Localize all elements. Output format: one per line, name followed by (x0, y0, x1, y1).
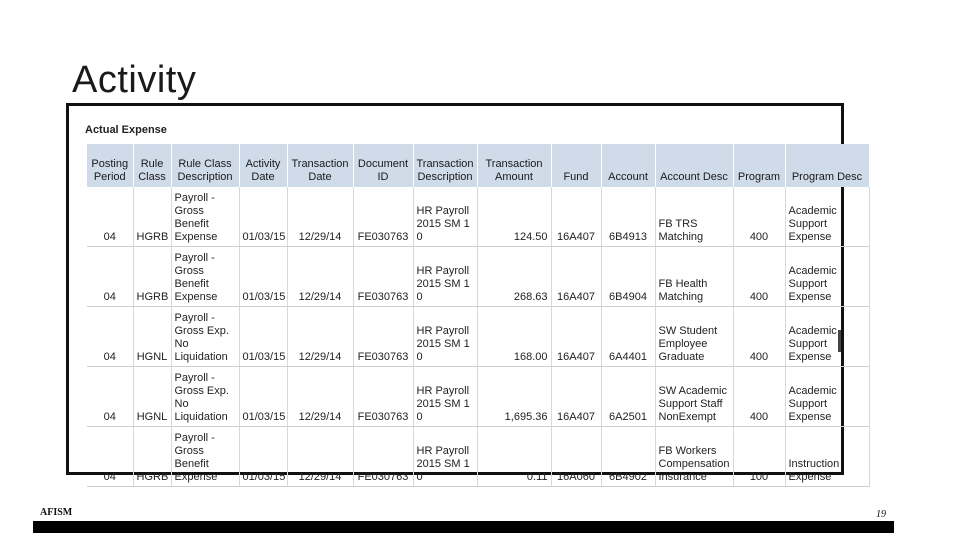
cell-rule-class: HGRB (133, 247, 171, 307)
cell-program-desc: Academic Support Expense (785, 307, 869, 367)
actual-expense-panel (66, 103, 863, 483)
panel-heading: Actual Expense (85, 124, 167, 136)
column-header-rule-class[interactable]: Rule Class (133, 144, 171, 187)
column-header-rule-class-description[interactable]: Rule Class Description (171, 144, 239, 187)
cell-transaction-amount: 268.63 (477, 247, 551, 307)
cell-account: 6A2501 (601, 367, 655, 427)
cell-account-desc: FB Workers Compensation Insurance (655, 427, 733, 487)
table-row[interactable] (87, 247, 869, 307)
column-header-transaction-date[interactable]: Transaction Date (287, 144, 353, 187)
cell-rule-class-description: Payroll - Gross Exp. No Liquidation (171, 367, 239, 427)
cell-transaction-description: HR Payroll 2015 SM 1 0 (413, 187, 477, 247)
slide-title: Activity (72, 59, 197, 101)
cell-document-id: FE030763 (353, 187, 413, 247)
cell-activity-date: 01/03/15 (239, 307, 287, 367)
cell-account-desc: SW Academic Support Staff NonExempt (655, 367, 733, 427)
page-number: 19 (876, 509, 886, 520)
column-header-account-desc[interactable]: Account Desc (655, 144, 733, 187)
column-header-fund[interactable]: Fund (551, 144, 601, 187)
cell-account-desc: FB TRS Matching (655, 187, 733, 247)
cell-transaction-amount: 1,695.36 (477, 367, 551, 427)
cell-program-desc: Academic Support Expense (785, 187, 869, 247)
cell-fund: 16A407 (551, 247, 601, 307)
cell-transaction-amount: 168.00 (477, 307, 551, 367)
cell-program: 100 (733, 427, 785, 487)
cell-program: 400 (733, 367, 785, 427)
cell-rule-class: HGRB (133, 187, 171, 247)
cell-rule-class: HGNL (133, 367, 171, 427)
cell-transaction-description: HR Payroll 2015 SM 1 0 (413, 367, 477, 427)
cell-fund: 16A407 (551, 187, 601, 247)
cell-transaction-date: 12/29/14 (287, 247, 353, 307)
cell-transaction-amount: 124.50 (477, 187, 551, 247)
cell-activity-date: 01/03/15 (239, 427, 287, 487)
cell-account: 6B4913 (601, 187, 655, 247)
table-row[interactable] (87, 307, 869, 367)
cell-transaction-date: 12/29/14 (287, 187, 353, 247)
table-row[interactable] (87, 367, 869, 427)
cell-program-desc: Instruction Expense (785, 427, 869, 487)
cell-document-id: FE030763 (353, 427, 413, 487)
cell-account-desc: SW Student Employee Graduate (655, 307, 733, 367)
cell-posting-period: 04 (87, 307, 133, 367)
cell-transaction-date: 12/29/14 (287, 427, 353, 487)
cell-activity-date: 01/03/15 (239, 247, 287, 307)
table-body (87, 187, 869, 487)
cell-rule-class: HGNL (133, 307, 171, 367)
cell-transaction-date: 12/29/14 (287, 307, 353, 367)
cell-transaction-description: HR Payroll 2015 SM 1 0 (413, 247, 477, 307)
table-row[interactable] (87, 427, 869, 487)
horizontal-scroll-handle[interactable] (838, 330, 841, 352)
column-header-program-desc[interactable]: Program Desc (785, 144, 869, 187)
cell-transaction-description: HR Payroll 2015 SM 1 0 (413, 307, 477, 367)
column-header-account[interactable]: Account (601, 144, 655, 187)
cell-fund: 16A407 (551, 307, 601, 367)
cell-program-desc: Academic Support Expense (785, 247, 869, 307)
column-header-posting-period[interactable]: Posting Period (87, 144, 133, 187)
cell-posting-period: 04 (87, 247, 133, 307)
cell-transaction-description: HR Payroll 2015 SM 1 0 (413, 427, 477, 487)
cell-rule-class-description: Payroll - Gross Benefit Expense (171, 427, 239, 487)
cell-rule-class-description: Payroll - Gross Benefit Expense (171, 247, 239, 307)
table-row[interactable] (87, 187, 869, 247)
cell-document-id: FE030763 (353, 367, 413, 427)
cell-program: 400 (733, 247, 785, 307)
cell-fund: 16A060 (551, 427, 601, 487)
column-header-document-id[interactable]: Document ID (353, 144, 413, 187)
footer-bar (33, 521, 894, 533)
cell-rule-class: HGRB (133, 427, 171, 487)
cell-transaction-date: 12/29/14 (287, 367, 353, 427)
column-header-activity-date[interactable]: Activity Date (239, 144, 287, 187)
cell-program: 400 (733, 187, 785, 247)
column-header-transaction-amount[interactable]: Transaction Amount (477, 144, 551, 187)
expense-table (87, 144, 870, 487)
cell-activity-date: 01/03/15 (239, 187, 287, 247)
column-header-transaction-description[interactable]: Transaction Description (413, 144, 477, 187)
cell-rule-class-description: Payroll - Gross Benefit Expense (171, 187, 239, 247)
footer-org-label: AFISM (40, 507, 73, 518)
cell-account-desc: FB Health Matching (655, 247, 733, 307)
cell-transaction-amount: 0.11 (477, 427, 551, 487)
cell-posting-period: 04 (87, 367, 133, 427)
cell-document-id: FE030763 (353, 307, 413, 367)
cell-program: 400 (733, 307, 785, 367)
table-header-row (87, 144, 869, 187)
cell-program-desc: Academic Support Expense (785, 367, 869, 427)
cell-posting-period: 04 (87, 427, 133, 487)
cell-activity-date: 01/03/15 (239, 367, 287, 427)
cell-account: 6B4904 (601, 247, 655, 307)
cell-document-id: FE030763 (353, 247, 413, 307)
cell-account: 6B4902 (601, 427, 655, 487)
cell-rule-class-description: Payroll - Gross Exp. No Liquidation (171, 307, 239, 367)
column-header-program[interactable]: Program (733, 144, 785, 187)
cell-account: 6A4401 (601, 307, 655, 367)
cell-posting-period: 04 (87, 187, 133, 247)
cell-fund: 16A407 (551, 367, 601, 427)
actual-expense-grid (87, 144, 863, 483)
